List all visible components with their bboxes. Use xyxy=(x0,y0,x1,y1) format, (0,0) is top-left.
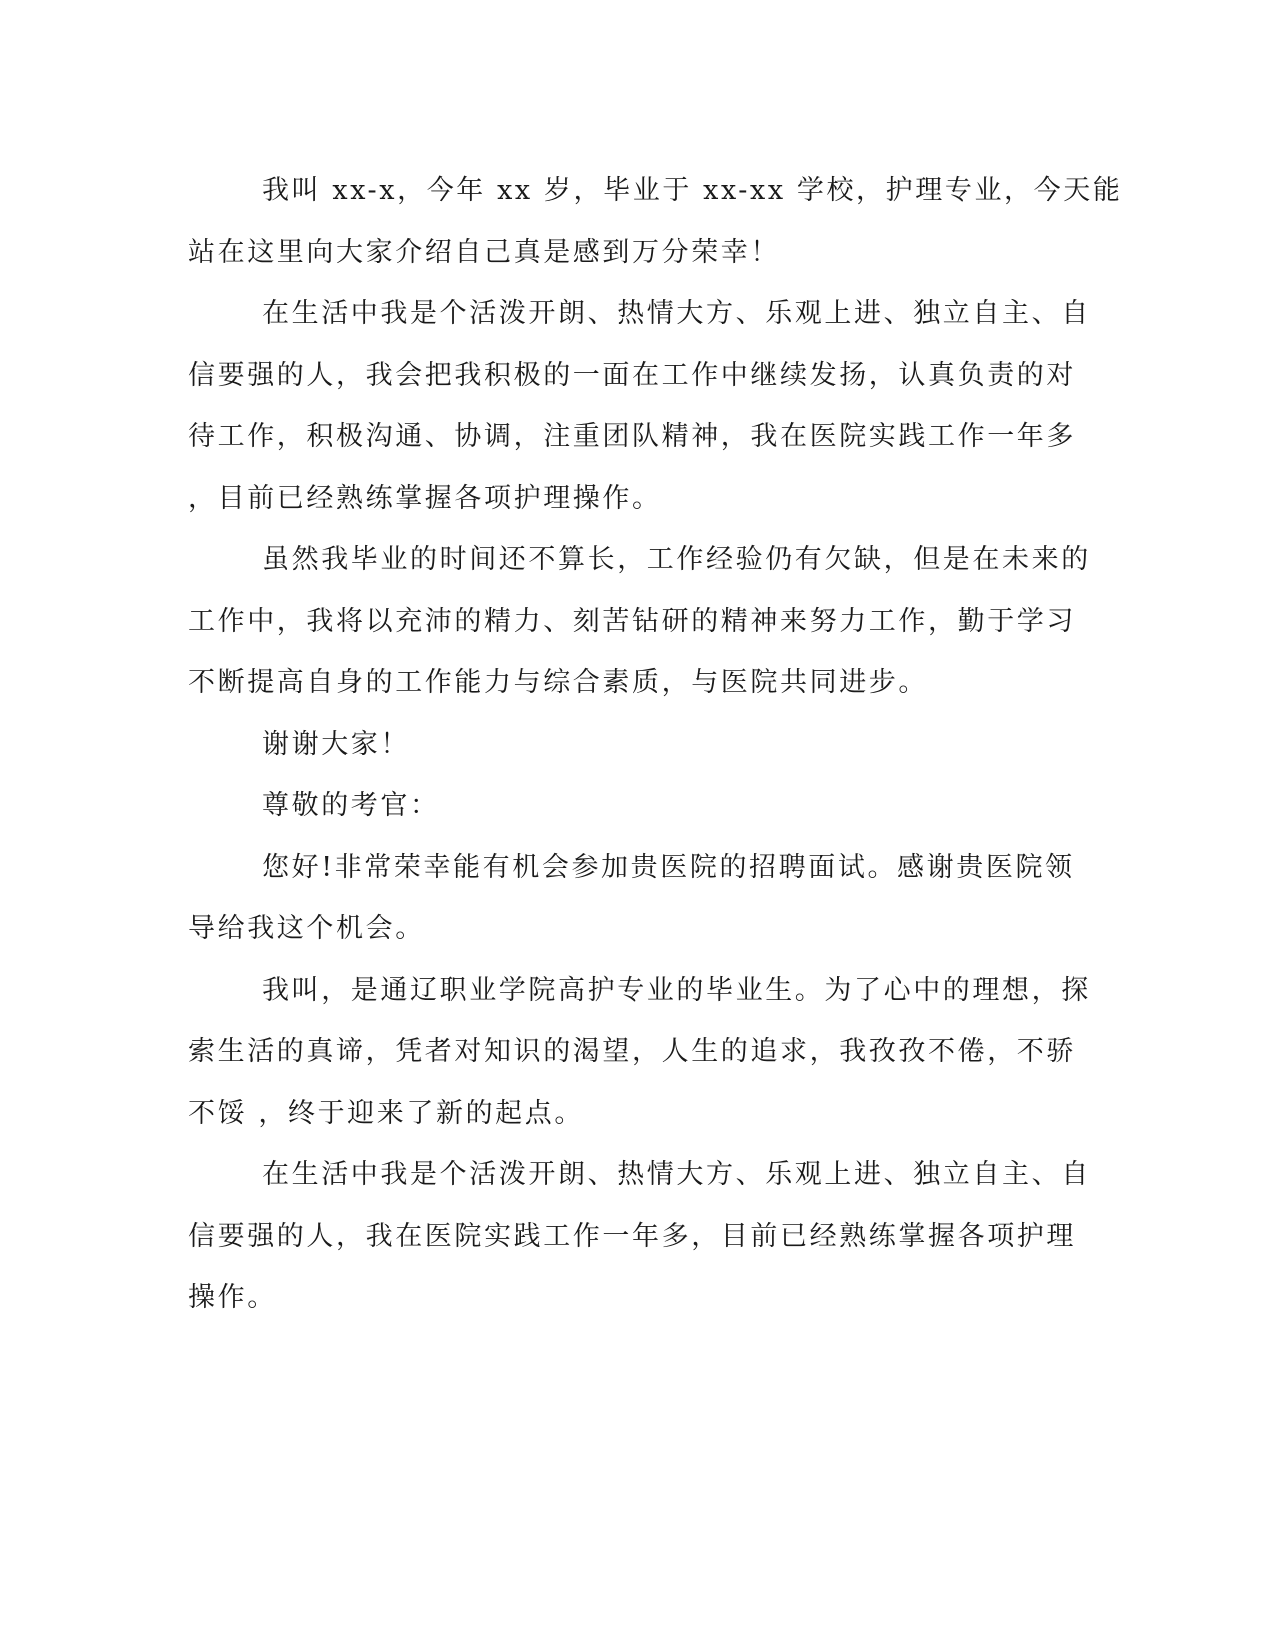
text-line: 导给我这个机会。 xyxy=(188,913,425,944)
text-line: 信要强的人，我会把我积极的一面在工作中继续发扬，认真负责的对 xyxy=(188,359,1076,391)
text-line: 不断提高自身的工作能力与综合素质，与医院共同进步。 xyxy=(188,667,928,698)
text-line: ，目前已经熟练掌握各项护理操作。 xyxy=(188,482,662,514)
text-line: 我叫 xx-x，今年 xx 岁，毕业于 xx-xx 学校，护理专业，今天能 xyxy=(262,175,1123,206)
text-line: 工作中，我将以充沛的精力、刻苦钻研的精神来努力工作，勤于学习 xyxy=(188,605,1076,637)
document-body xyxy=(188,160,1123,1329)
text-line: 站在这里向大家介绍自己真是感到万分荣幸！ xyxy=(188,236,780,268)
text-line: 在生活中我是个活泼开朗、热情大方、乐观上进、独立自主、自 xyxy=(262,1159,1091,1190)
text-line: 不馁 ，终于迎来了新的起点。 xyxy=(188,1097,584,1129)
text-line: 操作。 xyxy=(188,1282,277,1313)
text-line: 我叫，是通辽职业学院高护专业的毕业生。为了心中的理想，探 xyxy=(262,974,1091,1006)
text-line: 待工作，积极沟通、协调，注重团队精神，我在医院实践工作一年多 xyxy=(188,421,1076,452)
text-line: 信要强的人，我在医院实践工作一年多，目前已经熟练掌握各项护理 xyxy=(188,1220,1076,1252)
text-line: 尊敬的考官： xyxy=(262,790,440,821)
text-line: 在生活中我是个活泼开朗、热情大方、乐观上进、独立自主、自 xyxy=(262,298,1091,329)
text-line: 您好!非常荣幸能有机会参加贵医院的招聘面试。感谢贵医院领 xyxy=(262,851,1075,883)
text-line: 谢谢大家！ xyxy=(262,728,410,760)
text-line: 虽然我毕业的时间还不算长，工作经验仍有欠缺，但是在未来的 xyxy=(262,544,1091,575)
text-line: 索生活的真谛，凭者对知识的渴望，人生的追求，我孜孜不倦，不骄 xyxy=(188,1036,1076,1067)
